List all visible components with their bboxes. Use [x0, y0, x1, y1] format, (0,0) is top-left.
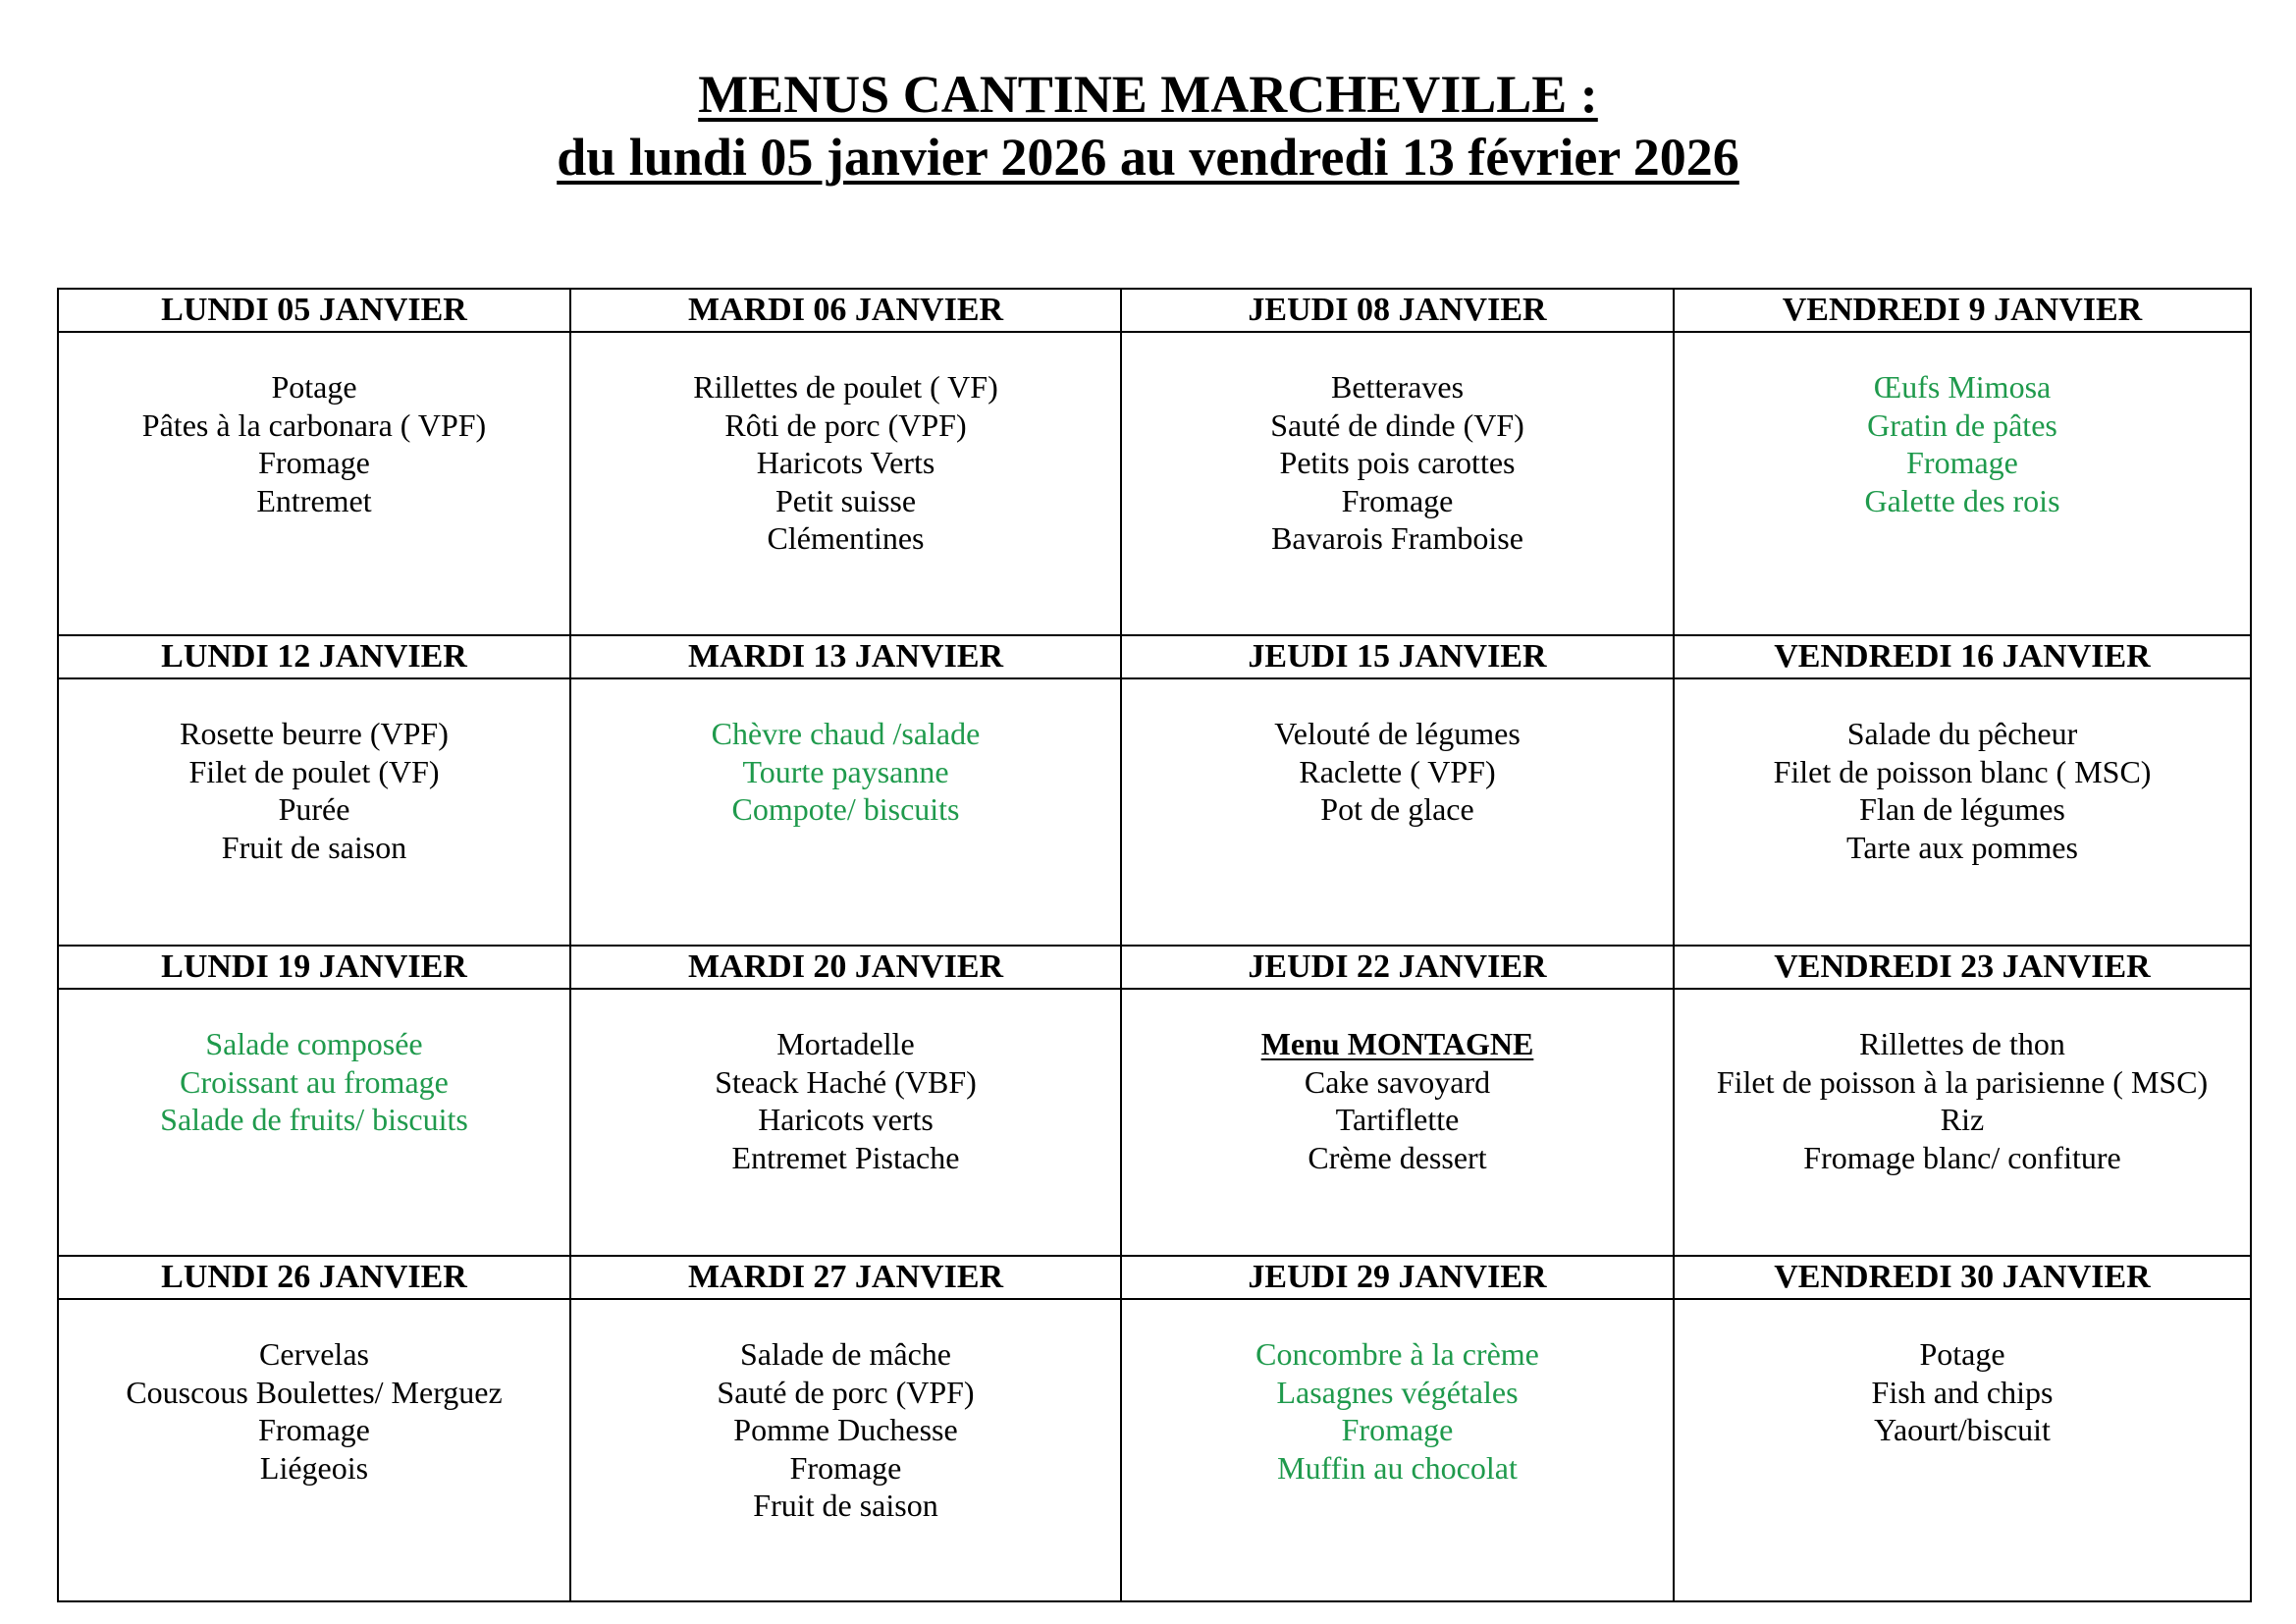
menu-item: Cervelas	[259, 1336, 369, 1372]
menu-item: Fromage	[258, 445, 370, 480]
menu-item: Fromage blanc/ confiture	[1803, 1139, 2121, 1175]
menu-items	[1675, 679, 2250, 866]
menu-item: Betteraves	[1330, 369, 1465, 405]
menu-table-body	[58, 289, 2251, 1601]
title-line-1: MENUS CANTINE MARCHEVILLE :	[698, 65, 1598, 124]
menu-item: Filet de poisson à la parisienne ( MSC)	[1716, 1063, 2209, 1100]
menu-item: Concombre à la crème	[1255, 1336, 1539, 1372]
menu-item: Chèvre chaud /salade	[711, 716, 981, 751]
menu-item: Clémentines	[767, 520, 925, 556]
menu-item: Salade du pêcheur	[1846, 716, 2078, 751]
menu-item: Sauté de dinde (VF)	[1270, 406, 1524, 443]
menu-item: Fromage	[258, 1412, 370, 1447]
title-line-2: du lundi 05 janvier 2026 au vendredi 13 février 2026	[557, 128, 1739, 187]
menu-item: Flan de légumes	[1859, 791, 2065, 827]
menu-items	[59, 990, 569, 1139]
menu-item: Filet de poisson blanc ( MSC)	[1773, 753, 2152, 789]
menu-items	[59, 1300, 569, 1487]
menu-item: Salade de fruits/ biscuits	[160, 1102, 468, 1137]
menu-items	[1122, 990, 1673, 1176]
page-title	[0, 63, 2296, 189]
menu-item: Bavarois Framboise	[1271, 520, 1523, 556]
menu-item: Yaourt/biscuit	[1874, 1412, 2051, 1447]
menu-item: Tarte aux pommes	[1846, 829, 2078, 865]
menu-item: Tourte paysanne	[742, 753, 949, 789]
day-header: JEUDI 15 JANVIER	[1121, 635, 1674, 678]
day-menu-cell	[58, 332, 570, 635]
day-header: MARDI 13 JANVIER	[570, 635, 1121, 678]
week-header-row	[58, 635, 2251, 678]
day-header: LUNDI 12 JANVIER	[58, 635, 570, 678]
day-menu-cell	[1121, 678, 1674, 946]
menu-item: Sauté de porc (VPF)	[717, 1374, 975, 1410]
menu-item: Fromage	[1906, 445, 2018, 480]
menu-item: Galette des rois	[1864, 482, 2060, 518]
day-header: VENDREDI 9 JANVIER	[1674, 289, 2251, 332]
menu-item: Fruit de saison	[753, 1488, 938, 1523]
day-menu-cell	[1121, 1299, 1674, 1601]
day-menu-cell	[1121, 989, 1674, 1256]
day-header: JEUDI 08 JANVIER	[1121, 289, 1674, 332]
menu-item: Riz	[1940, 1102, 1985, 1137]
day-header: LUNDI 19 JANVIER	[58, 946, 570, 989]
menu-items	[1675, 990, 2250, 1176]
menu-item: Rillettes de thon	[1859, 1026, 2065, 1061]
menu-item: Rillettes de poulet ( VF)	[693, 369, 998, 405]
menu-item: Fruit de saison	[221, 829, 407, 865]
menu-item: Muffin au chocolat	[1277, 1449, 1518, 1486]
menu-item: Potage	[1919, 1336, 2005, 1372]
day-header: LUNDI 26 JANVIER	[58, 1256, 570, 1299]
menu-item: Entremet Pistache	[731, 1139, 960, 1175]
menu-items	[571, 990, 1120, 1176]
menu-items	[59, 679, 569, 866]
menu-item: Lasagnes végétales	[1276, 1374, 1519, 1410]
day-header: VENDREDI 30 JANVIER	[1674, 1256, 2251, 1299]
menu-items	[571, 1300, 1120, 1525]
menu-items	[1675, 1300, 2250, 1449]
week-menu-row	[58, 332, 2251, 635]
menu-item: Couscous Boulettes/ Merguez	[126, 1374, 503, 1410]
menu-items	[1122, 333, 1673, 558]
menu-item: Tartiflette	[1335, 1102, 1460, 1137]
day-header: JEUDI 29 JANVIER	[1121, 1256, 1674, 1299]
menu-item: Cake savoyard	[1304, 1063, 1491, 1100]
menu-item: Entremet	[256, 482, 372, 518]
day-header: MARDI 27 JANVIER	[570, 1256, 1121, 1299]
menu-item: Petit suisse	[774, 482, 917, 518]
menu-item: Fish and chips	[1871, 1374, 2054, 1410]
menu-item: Liégeois	[259, 1449, 369, 1486]
menu-items	[1675, 333, 2250, 519]
day-menu-cell	[58, 989, 570, 1256]
week-menu-row	[58, 678, 2251, 946]
day-menu-cell	[1674, 678, 2251, 946]
menu-item: Filet de poulet (VF)	[188, 753, 440, 789]
menu-item: Haricots verts	[758, 1102, 934, 1137]
menu-item: Pot de glace	[1320, 791, 1474, 827]
menu-item: Fromage	[1341, 1412, 1454, 1447]
menu-item: Potage	[271, 369, 357, 405]
day-header: JEUDI 22 JANVIER	[1121, 946, 1674, 989]
menu-item: Salade de mâche	[740, 1336, 951, 1372]
menu-item: Rôti de porc (VPF)	[724, 406, 967, 443]
day-menu-cell	[58, 678, 570, 946]
day-header: VENDREDI 16 JANVIER	[1674, 635, 2251, 678]
day-header: LUNDI 05 JANVIER	[58, 289, 570, 332]
menu-item: Fromage	[789, 1449, 902, 1486]
day-menu-cell	[570, 1299, 1121, 1601]
menu-item: Mortadelle	[776, 1026, 915, 1061]
day-header: MARDI 06 JANVIER	[570, 289, 1121, 332]
menu-item: Rosette beurre (VPF)	[180, 716, 449, 751]
menu-item: Petits pois carottes	[1279, 445, 1516, 480]
menu-item: Pâtes à la carbonara ( VPF)	[141, 406, 487, 443]
week-header-row	[58, 1256, 2251, 1299]
day-menu-cell	[1121, 332, 1674, 635]
day-menu-cell	[1674, 1299, 2251, 1601]
menu-items	[1122, 1300, 1673, 1487]
menu-item: Œufs Mimosa	[1873, 369, 2052, 405]
day-menu-cell	[570, 332, 1121, 635]
day-menu-cell	[570, 989, 1121, 1256]
week-header-row	[58, 946, 2251, 989]
week-menu-row	[58, 1299, 2251, 1601]
menu-item: Fromage	[1341, 482, 1454, 518]
week-header-row	[58, 289, 2251, 332]
day-menu-cell	[570, 678, 1121, 946]
menu-item: Pomme Duchesse	[733, 1412, 958, 1447]
menu-item: Haricots Verts	[756, 445, 935, 480]
menu-item: Steack Haché (VBF)	[715, 1063, 977, 1100]
menu-item: Velouté de légumes	[1274, 716, 1521, 751]
menu-items	[59, 333, 569, 519]
menu-items	[1122, 679, 1673, 829]
day-header: VENDREDI 23 JANVIER	[1674, 946, 2251, 989]
special-menu-title: Menu MONTAGNE	[1260, 1026, 1534, 1061]
menu-item: Purée	[278, 791, 350, 827]
menu-items	[571, 679, 1120, 829]
day-header: MARDI 20 JANVIER	[570, 946, 1121, 989]
menu-item: Crème dessert	[1308, 1139, 1487, 1175]
day-menu-cell	[1674, 989, 2251, 1256]
menu-items	[571, 333, 1120, 558]
menu-table	[57, 288, 2252, 1602]
menu-item: Gratin de pâtes	[1867, 406, 2057, 443]
menu-item: Salade composée	[205, 1026, 423, 1061]
day-menu-cell	[58, 1299, 570, 1601]
menu-item: Compote/ biscuits	[731, 791, 960, 827]
menu-item: Croissant au fromage	[180, 1063, 449, 1100]
day-menu-cell	[1674, 332, 2251, 635]
week-menu-row	[58, 989, 2251, 1256]
menu-item: Raclette ( VPF)	[1299, 753, 1496, 789]
